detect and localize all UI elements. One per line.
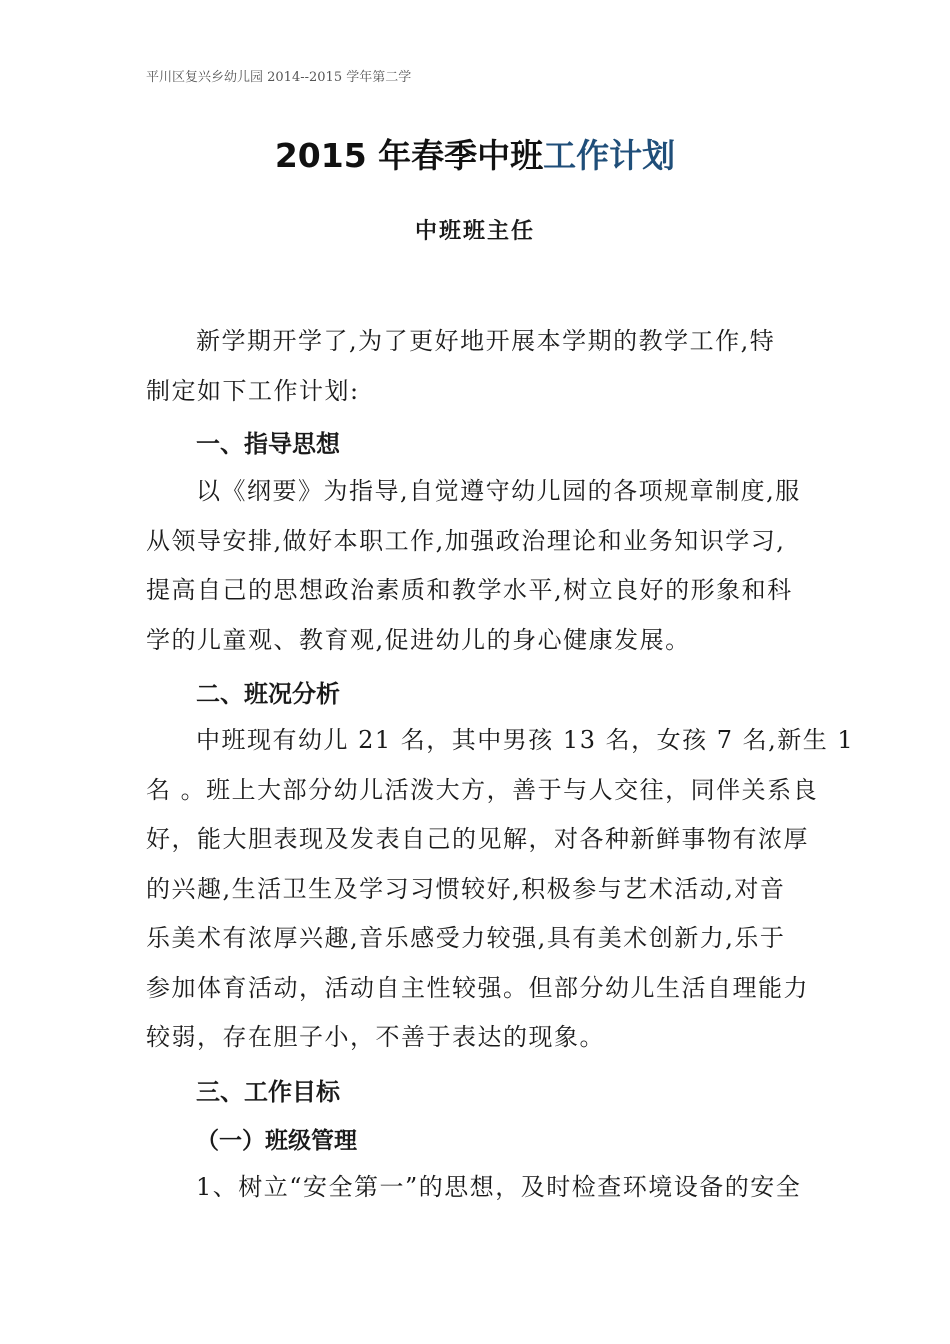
section-heading-guiding-thought: 一、指导思想 bbox=[196, 430, 340, 458]
section2-line: 的兴趣,生活卫生及学习习惯较好,积极参与艺术活动,对音 bbox=[146, 874, 786, 903]
section3-line: 1、树立“安全第一”的思想，及时检查环境设备的安全 bbox=[196, 1173, 802, 1201]
section3-paragraph bbox=[146, 1163, 811, 1213]
section2-line: 好，能大胆表现及发表自己的见解，对各种新鲜事物有浓厚 bbox=[146, 825, 809, 853]
section1-line: 从领导安排,做好本职工作,加强政治理论和业务知识学习, bbox=[146, 526, 786, 555]
section1-line: 学的儿童观、教育观,促进幼儿的身心健康发展。 bbox=[146, 625, 691, 654]
author-role: 中班班主任 bbox=[414, 219, 535, 244]
section1-line: 以《纲要》为指导,自觉遵守幼儿园的各项规章制度,服 bbox=[196, 477, 801, 505]
title-accent: 工作计划 bbox=[543, 136, 676, 175]
intro-paragraph bbox=[146, 317, 811, 416]
section-heading-work-goals: 三、工作目标 bbox=[196, 1078, 340, 1106]
intro-line: 制定如下工作计划: bbox=[146, 376, 360, 405]
running-header: 平川区复兴乡幼儿园 2014--2015 学年第二学 bbox=[146, 70, 412, 85]
section2-line: 参加体育活动，活动自主性较强。但部分幼儿生活自理能力 bbox=[146, 973, 809, 1002]
sub-heading-class-management: （一）班级管理 bbox=[196, 1128, 357, 1154]
section2-line: 名 。班上大部分幼儿活泼大方，善于与人交往，同伴关系良 bbox=[146, 775, 819, 804]
section2-line: 中班现有幼儿 21 名，其中男孩 13 名，女孩 7 名,新生 1 bbox=[196, 726, 855, 754]
page-title bbox=[0, 130, 950, 177]
intro-line: 新学期开学了,为了更好地开展本学期的教学工作,特 bbox=[196, 327, 776, 355]
title-main: 2015 年春季中班 bbox=[274, 136, 544, 175]
section1-line: 提高自己的思想政治素质和教学水平,树立良好的形象和科 bbox=[146, 576, 793, 604]
section-heading-class-analysis: 二、班况分析 bbox=[196, 680, 340, 708]
section1-paragraph bbox=[146, 467, 811, 665]
section2-line: 乐美术有浓厚兴趣,音乐感受力较强,具有美术创新力,乐于 bbox=[146, 924, 786, 952]
section2-paragraph bbox=[146, 716, 855, 1063]
section2-line: 较弱，存在胆子小，不善于表达的现象。 bbox=[146, 1023, 605, 1051]
